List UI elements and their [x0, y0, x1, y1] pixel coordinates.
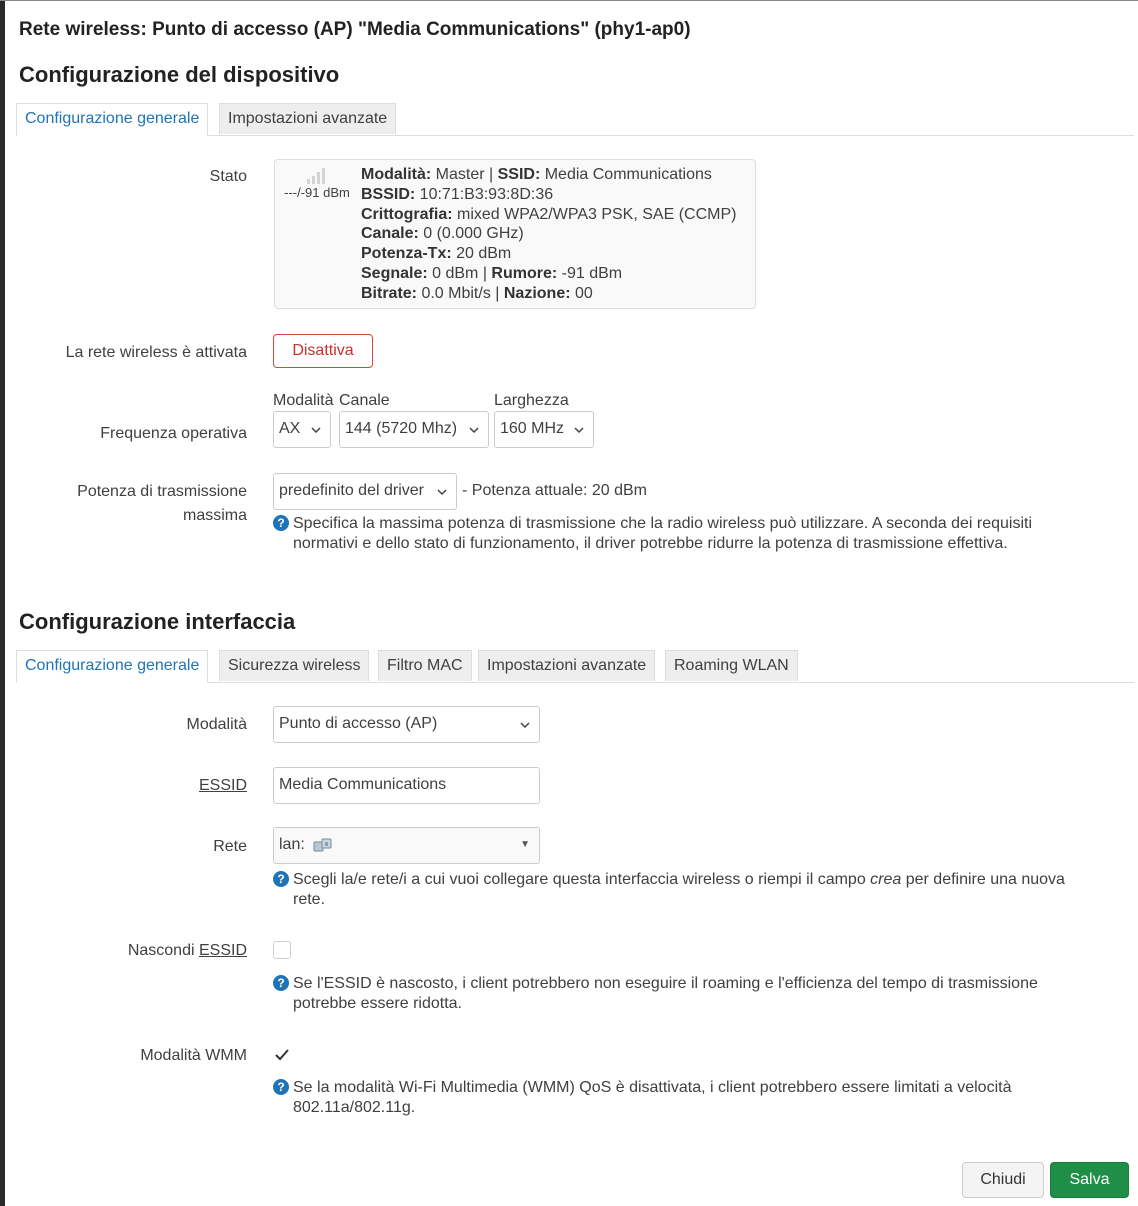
- freq-channel-select[interactable]: 144 (5720 Mhz): [339, 411, 489, 448]
- chevron-down-icon: [574, 412, 584, 446]
- hide-essid-label: Nascondi ESSID: [127, 942, 247, 959]
- disable-button[interactable]: Disattiva: [273, 334, 373, 368]
- status-label: Stato: [209, 168, 247, 185]
- window-top-edge: [0, 0, 1138, 1]
- txpower-current: - Potenza attuale: 20 dBm: [462, 482, 647, 499]
- chevron-down-icon: [469, 412, 479, 446]
- hide-essid-checkbox[interactable]: [273, 941, 291, 959]
- enabled-label: La rete wireless è attivata: [65, 344, 247, 361]
- window-left-edge: [0, 0, 5, 1206]
- help-icon: ?: [273, 975, 289, 991]
- network-help: ? Scegli la/e rete/i a cui vuoi collegare questa interfaccia wireless o riempi il campo crea per definire una nuova rete.: [273, 870, 1065, 910]
- status-line-bssid: BSSID: 10:71:B3:93:8D:36: [361, 185, 554, 203]
- modal-title: Rete wireless: Punto di accesso (AP) "Media Communications" (phy1-ap0): [19, 19, 691, 40]
- chevron-down-icon: [311, 412, 321, 446]
- mode-label: Modalità: [186, 716, 247, 733]
- tab-general[interactable]: Configurazione generale: [16, 650, 208, 683]
- signal-text: ---/-91 dBm: [284, 185, 350, 200]
- wmm-help: ? Se la modalità Wi-Fi Multimedia (WMM) QoS è disattivata, i client potrebbero essere limitati a velocità 802.11a/802.11g.: [273, 1078, 1011, 1118]
- tab-mac-filter[interactable]: Filtro MAC: [378, 650, 472, 681]
- status-line-channel: Canale: 0 (0.000 GHz): [361, 225, 524, 243]
- tab-advanced[interactable]: Impostazioni avanzate: [478, 650, 655, 681]
- mode-select[interactable]: Punto di accesso (AP): [273, 706, 540, 743]
- essid-label: ESSID: [198, 777, 247, 794]
- tab-wireless-security[interactable]: Sicurezza wireless: [219, 650, 369, 681]
- help-icon: ?: [273, 871, 289, 887]
- caret-down-icon: ▼: [520, 839, 530, 850]
- status-box: [274, 159, 756, 309]
- freq-width-label: Larghezza: [494, 392, 569, 409]
- device-tabs: [16, 103, 1134, 136]
- txpower-select[interactable]: predefinito del driver: [273, 473, 457, 510]
- chevron-down-icon: [437, 474, 447, 508]
- status-details: [361, 165, 736, 304]
- signal-icon: [306, 166, 328, 184]
- freq-channel-label: Canale: [339, 392, 390, 409]
- device-config-heading: Configurazione del dispositivo: [19, 62, 340, 87]
- wmm-label: Modalità WMM: [140, 1047, 247, 1064]
- chevron-down-icon: [520, 707, 530, 741]
- freq-mode-select[interactable]: AX: [273, 411, 331, 448]
- network-label: Rete: [213, 838, 247, 855]
- tab-advanced[interactable]: Impostazioni avanzate: [219, 103, 396, 134]
- txpower-help: ? Specifica la massima potenza di trasmissione che la radio wireless può utilizzare. A seconda dei requisiti normativi e dello stato di funzionamento, il driver potrebbe ridurre la potenza di trasmissione effettiva.: [273, 514, 1032, 554]
- tab-general[interactable]: Configurazione generale: [16, 103, 208, 136]
- network-interface-icon: [313, 837, 335, 853]
- essid-input[interactable]: Media Communications: [273, 767, 540, 804]
- wmm-checkbox[interactable]: [273, 1046, 291, 1064]
- save-button[interactable]: Salva: [1050, 1162, 1129, 1198]
- checkmark-icon: [273, 1046, 291, 1064]
- hide-essid-help: ? Se l'ESSID è nascosto, i client potrebbero non eseguire il roaming e l'efficienza del tempo di trasmissione potrebbe essere ridotta.: [273, 974, 1038, 1014]
- network-select[interactable]: lan: ▼: [273, 827, 540, 864]
- freq-width-select[interactable]: 160 MHz: [494, 411, 594, 448]
- help-icon: ?: [273, 515, 289, 531]
- freq-label: Frequenza operativa: [100, 425, 247, 442]
- status-line-bitrate: Bitrate: 0.0 Mbit/s | Nazione: 00: [361, 284, 593, 302]
- signal-indicator: [275, 166, 359, 200]
- status-line-encryption: Crittografia: mixed WPA2/WPA3 PSK, SAE (CCMP): [361, 205, 737, 223]
- status-line-signal: Segnale: 0 dBm | Rumore: -91 dBm: [361, 264, 623, 282]
- status-line-mode: Modalità: Master | SSID: Media Communications: [361, 166, 712, 183]
- status-line-txpower: Potenza-Tx: 20 dBm: [361, 245, 512, 263]
- freq-mode-label: Modalità: [273, 392, 334, 409]
- txpower-label: Potenza di trasmissione massima: [77, 483, 247, 524]
- tab-wlan-roaming[interactable]: Roaming WLAN: [665, 650, 798, 681]
- interface-tabs: [16, 650, 1134, 683]
- help-icon: ?: [273, 1079, 289, 1095]
- close-button[interactable]: Chiudi: [962, 1162, 1044, 1198]
- interface-config-heading: Configurazione interfaccia: [19, 609, 296, 634]
